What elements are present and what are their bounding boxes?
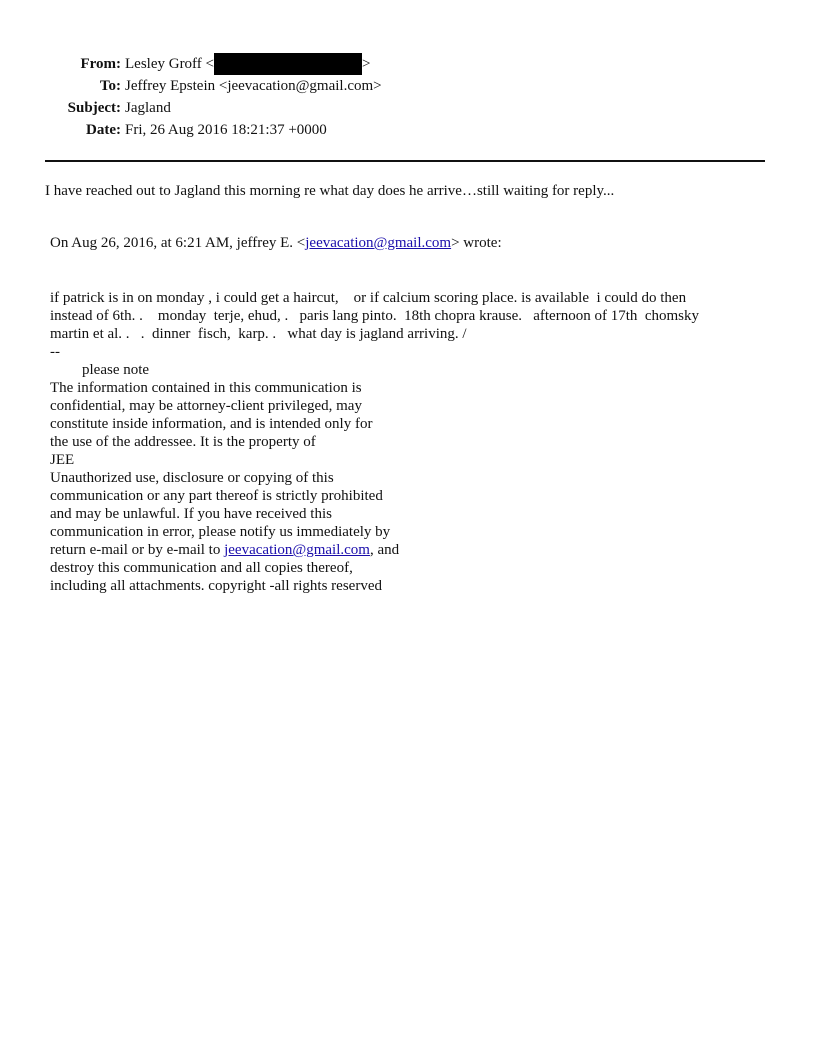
quoted-suffix: > wrote: [451,235,502,251]
message-line: if patrick is in on monday , i could get a haircut, or if calcium scoring place. is available i could do then [50,290,687,306]
to-label: To: [99,78,121,94]
disclaimer-line: destroy this communication and all copies thereof, [50,560,353,576]
quoted-prefix: On Aug 26, 2016, at 6:21 AM, jeffrey E. < [50,235,306,251]
disclaimer-email-suffix: , and [369,542,400,558]
disclaimer-line: The information contained in this communication is [50,380,362,396]
signature-separator: -- [50,344,60,360]
subject-row [40,97,382,119]
quoted-email-link[interactable]: jeevacation@gmail.com [305,235,452,251]
disclaimer-line: communication in error, please notify us immediately by [50,524,391,540]
redaction-box [214,53,362,75]
subject-value: Jagland [125,100,171,116]
disclaimer-email-prefix: return e-mail or by e-mail to [50,542,225,558]
date-label: Date: [86,122,121,138]
from-suffix: > [362,56,371,72]
to-row [40,75,382,97]
reply-text: I have reached out to Jagland this morning re what day does he arrive…still waiting for reply... [45,183,615,199]
message-line: martin et al. . . dinner fisch, karp. . what day is jagland arriving. / [50,326,467,342]
disclaimer-line: JEE [50,452,75,468]
quoted-message [50,289,699,595]
subject-label: Subject: [67,100,121,116]
disclaimer-line: the use of the addressee. It is the property of [50,434,316,450]
message-line: instead of 6th. . monday terje, ehud, . paris lang pinto. 18th chopra krause. afternoon of 17th chomsky [50,308,700,324]
date-value: Fri, 26 Aug 2016 18:21:37 +0000 [125,122,327,138]
from-label: From: [80,56,121,72]
disclaimer-heading: please note [82,362,150,378]
disclaimer-line: constitute inside information, and is intended only for [50,416,373,432]
disclaimer-line: Unauthorized use, disclosure or copying of this [50,470,334,486]
disclaimer-line: confidential, may be attorney-client privileged, may [50,398,362,414]
to-value: Jeffrey Epstein <jeevacation@gmail.com> [125,78,382,94]
disclaimer-line: communication or any part thereof is strictly prohibited [50,488,383,504]
disclaimer-email-line [50,541,699,559]
disclaimer-line: and may be unlawful. If you have received this [50,506,332,522]
disclaimer-line: including all attachments. copyright -all rights reserved [50,578,382,594]
from-value [125,53,370,75]
from-row [40,53,382,75]
date-row [40,119,382,141]
email-header [40,53,382,141]
disclaimer-email-link[interactable]: jeevacation@gmail.com [224,542,370,558]
header-divider [45,160,765,162]
quoted-attribution [50,234,502,252]
from-name: Lesley Groff < [125,56,214,72]
